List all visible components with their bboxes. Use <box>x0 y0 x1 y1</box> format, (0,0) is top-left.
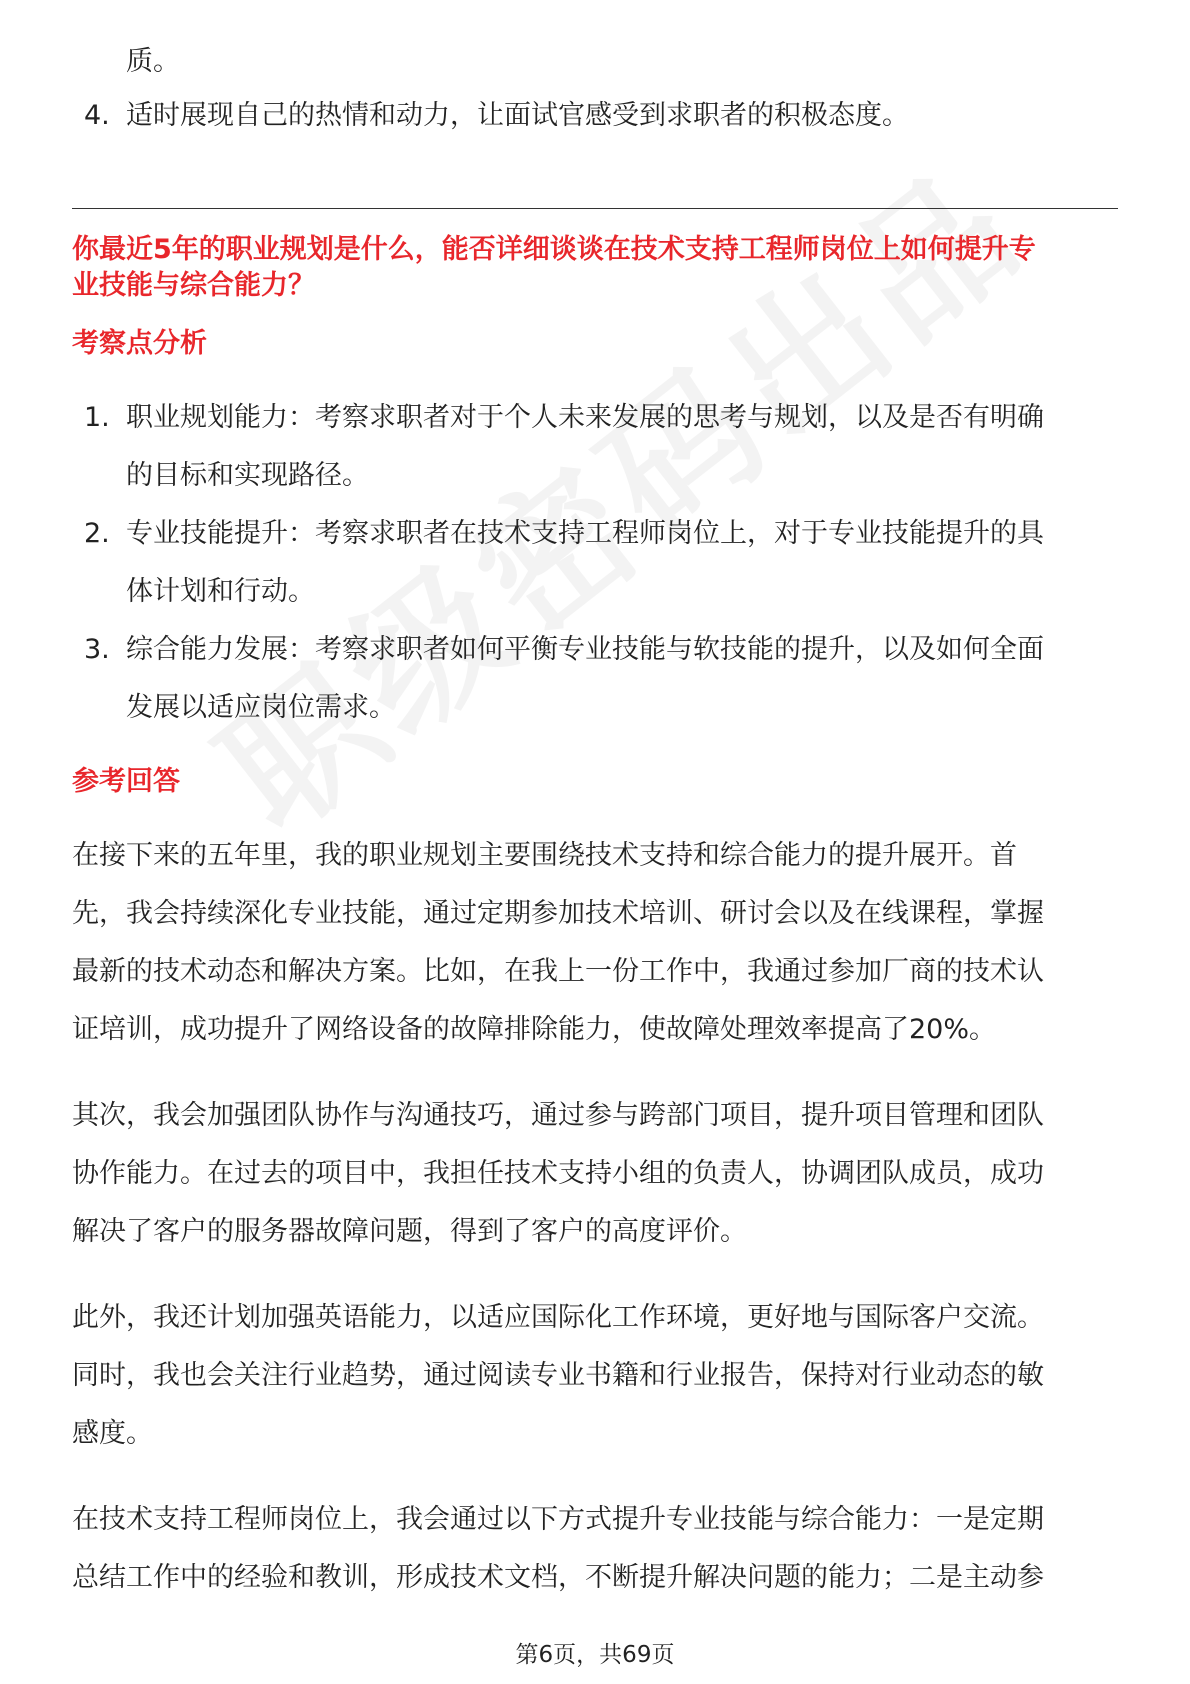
list-item-text: 发展以适应岗位需求。 <box>126 692 396 723</box>
list-item-text: 的目标和实现路径。 <box>126 460 369 491</box>
paragraph-line: 先，我会持续深化专业技能，通过定期参加技术培训、研讨会以及在线课程，掌握 <box>72 898 1044 929</box>
page-number-footer: 第6页，共69页 <box>515 1642 675 1668</box>
list-item-text: 职业规划能力：考察求职者对于个人未来发展的思考与规划，以及是否有明确 <box>126 402 1044 433</box>
paragraph-line: 最新的技术动态和解决方案。比如，在我上一份工作中，我通过参加厂商的技术认 <box>72 956 1044 987</box>
question-title-line-1: 你最近5年的职业规划是什么，能否详细谈谈在技术支持工程师岗位上如何提升专 <box>72 234 1036 265</box>
list-item-text: 适时展现自己的热情和动力，让面试官感受到求职者的积极态度。 <box>126 100 909 131</box>
list-item-text: 综合能力发展：考察求职者如何平衡专业技能与软技能的提升，以及如何全面 <box>126 634 1044 665</box>
list-item-number: 3. <box>84 634 110 665</box>
analysis-heading: 考察点分析 <box>72 328 207 359</box>
paragraph-line: 解决了客户的服务器故障问题，得到了客户的高度评价。 <box>72 1216 747 1247</box>
question-title-line-2: 业技能与综合能力？ <box>72 270 315 301</box>
paragraph-line: 同时，我也会关注行业趋势，通过阅读专业书籍和行业报告，保持对行业动态的敏 <box>72 1360 1044 1391</box>
paragraph-line: 其次，我会加强团队协作与沟通技巧，通过参与跨部门项目，提升项目管理和团队 <box>72 1100 1044 1131</box>
paragraph-line: 此外，我还计划加强英语能力，以适应国际化工作环境，更好地与国际客户交流。 <box>72 1302 1044 1333</box>
paragraph-line: 总结工作中的经验和教训，形成技术文档，不断提升解决问题的能力；二是主动参 <box>72 1562 1044 1593</box>
list-item-number: 2. <box>84 518 110 549</box>
paragraph-line: 在技术支持工程师岗位上，我会通过以下方式提升专业技能与综合能力：一是定期 <box>72 1504 1044 1535</box>
paragraph-line: 协作能力。在过去的项目中，我担任技术支持小组的负责人，协调团队成员，成功 <box>72 1158 1044 1189</box>
paragraph-line: 在接下来的五年里，我的职业规划主要围绕技术支持和综合能力的提升展开。首 <box>72 840 1017 871</box>
paragraph-line: 证培训，成功提升了网络设备的故障排除能力，使故障处理效率提高了20%。 <box>72 1014 997 1045</box>
answer-heading: 参考回答 <box>72 766 180 797</box>
list-item-text: 专业技能提升：考察求职者在技术支持工程师岗位上，对于专业技能提升的具 <box>126 518 1044 549</box>
list-item-number: 1. <box>84 402 110 433</box>
list-item-number: 4. <box>84 100 110 131</box>
list-item-tail-text: 质。 <box>126 46 180 77</box>
list-item-text: 体计划和行动。 <box>126 576 315 607</box>
section-divider <box>72 208 1118 209</box>
paragraph-line: 感度。 <box>72 1418 153 1449</box>
